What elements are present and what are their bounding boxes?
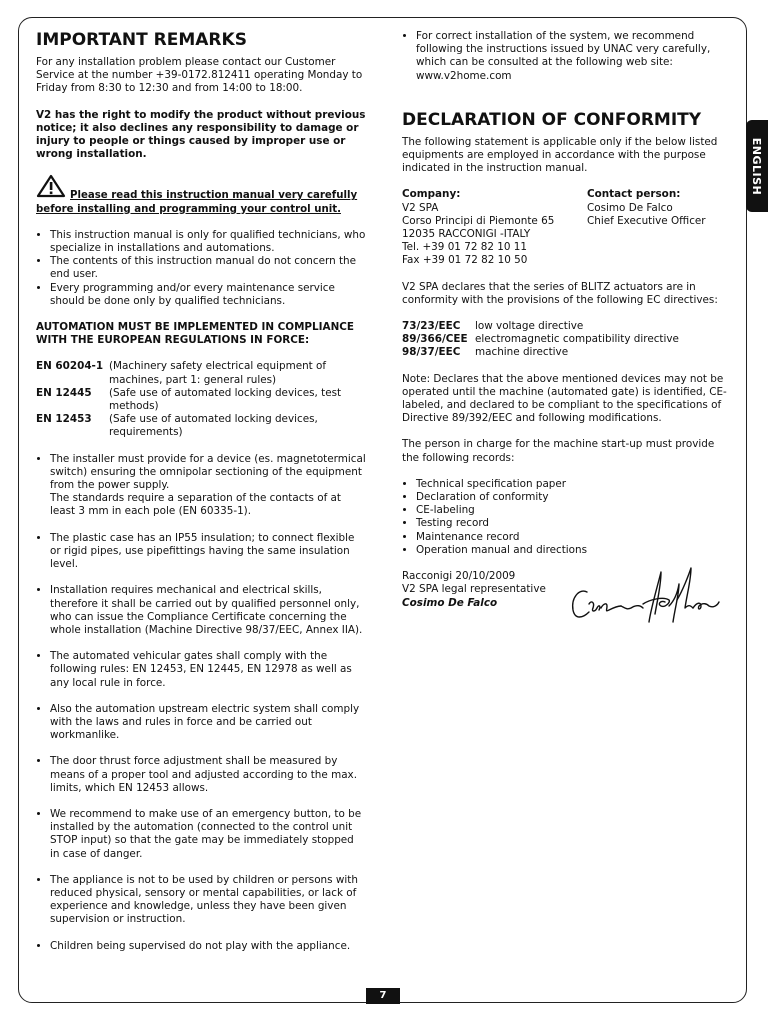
declaration-title: DECLARATION OF CONFORMITY xyxy=(402,109,702,130)
signer-name: Cosimo De Falco xyxy=(402,596,498,609)
standard-desc: (Safe use of automated locking devices, test methods) xyxy=(109,386,342,413)
representative-label: V2 SPA legal representative xyxy=(402,583,546,596)
directive-row xyxy=(402,333,732,346)
list-item: • This instruction manual is only for qualified technicians, who specialize in installations and automations. xyxy=(50,229,366,255)
standard-desc: (Safe use of automated locking devices, requirements) xyxy=(109,413,318,439)
list-item: • Installation requires mechanical and electrical skills, therefore it shall be carried out by qualified personnel only, who can issue the Compliance Certificate concerning the whole installation (Machine Directive 98/37/EEC, Annex IIA). xyxy=(50,584,366,637)
standard-code: EN 60204-1 xyxy=(36,360,104,373)
directives-list xyxy=(402,320,732,360)
directive-code: 89/366/CEE xyxy=(402,333,468,346)
note-text: Note: Declares that the above mentioned devices may not be operated until the machine (automated gate) is identified, CE-labeled, and declared to be compliant to the specifications of Directive 89/392/EEC and following modifications. xyxy=(402,372,727,425)
list-item: • Technical specification paper xyxy=(416,478,732,491)
warning-notice xyxy=(36,174,366,215)
contact-label: Contact person: xyxy=(587,188,681,201)
directive-code: 73/23/EEC xyxy=(402,320,461,333)
standard-row xyxy=(36,387,366,413)
company-line: Tel. +39 01 72 82 10 11 xyxy=(402,241,528,254)
language-tab-label: ENGLISH xyxy=(750,137,764,195)
list-item: • The plastic case has an IP55 insulation; to connect flexible or rigid pipes, use pipefittings having the same insulation level. xyxy=(50,532,366,572)
person-in-charge-text: The person in charge for the machine start-up must provide the following records: xyxy=(402,438,715,464)
directive-desc: electromagnetic compatibility directive xyxy=(475,333,679,346)
standards-list xyxy=(36,360,366,439)
warning-line-1: Please read this instruction manual very carefully xyxy=(70,190,358,202)
list-item: • The automated vehicular gates shall comply with the following rules: EN 12453, EN 12445, EN 12978 as well as any local rule in force. xyxy=(50,650,366,690)
company-line: V2 SPA xyxy=(402,201,439,214)
company-line: 12035 RACCONIGI -ITALY xyxy=(402,228,531,241)
warning-line-2: before installing and programming your control unit. xyxy=(36,203,341,215)
company-block xyxy=(402,188,587,267)
records-list xyxy=(402,478,732,557)
installation-rules-list xyxy=(36,453,366,953)
list-item: • We recommend to make use of an emergency button, to be installed by the automation (connected to the control unit STOP input) so that the gate may be immediately stopped in case of danger. xyxy=(50,808,366,861)
standard-row xyxy=(36,413,366,439)
company-line: Fax +39 01 72 82 10 50 xyxy=(402,254,528,267)
unac-list xyxy=(402,30,732,83)
list-item: • Children being supervised do not play with the appliance. xyxy=(50,940,366,953)
list-item: • Maintenance record xyxy=(416,531,732,544)
directive-code: 98/37/EEC xyxy=(402,346,461,359)
right-column xyxy=(402,30,732,610)
left-column xyxy=(36,30,366,966)
list-item: • The door thrust force adjustment shall be measured by means of a proper tool and adjusted according to the max. limits, which EN 12453 allows. xyxy=(50,755,366,795)
list-item: • Also the automation upstream electric system shall comply with the laws and rules in force and be carried out workmanlike. xyxy=(50,703,366,743)
company-label: Company: xyxy=(402,188,461,201)
standard-row xyxy=(36,360,366,386)
contact-line: Cosimo De Falco xyxy=(587,201,673,214)
list-item: • For correct installation of the system, we recommend following the instructions issued by UNAC very carefully, which can be consulted at the following web site: www.v2home.com xyxy=(416,30,732,83)
declares-text: V2 SPA declares that the series of BLITZ actuators are in conformity with the provisions of the following EC directives: xyxy=(402,280,718,306)
standard-code: EN 12445 xyxy=(36,386,92,399)
list-item: • The installer must provide for a device (es. magnetotermical switch) ensuring the omnipolar sectioning of the equipment from the power supply. The standards require a separation of the contacts of at least 3 mm in each pole (EN 60335-1). xyxy=(50,453,366,519)
company-line: Corso Principi di Piemonte 65 xyxy=(402,214,555,227)
signature-image xyxy=(565,562,735,638)
customer-service-text: For any installation problem please contact our Customer Service at the number +39-0172.812411 operating Monday to Friday from 8:30 to 12:30 and from 14:00 to 18:00. xyxy=(36,56,363,95)
place-date: Racconigi 20/10/2009 xyxy=(402,570,516,583)
contact-line: Chief Executive Officer xyxy=(587,214,706,227)
statement-text: The following statement is applicable only if the below listed equipments are employed in accordance with the purpose indicated in the instruction manual. xyxy=(402,135,718,175)
list-item: • Declaration of conformity xyxy=(416,491,732,504)
list-item: • Every programming and/or every maintenance service should be done only by qualified technicians. xyxy=(50,282,366,308)
qualification-list xyxy=(36,229,366,308)
warning-triangle-icon xyxy=(36,174,66,202)
list-item: • Testing record xyxy=(416,517,732,530)
compliance-heading: AUTOMATION MUST BE IMPLEMENTED IN COMPLIANCE WITH THE EUROPEAN REGULATIONS IN FORCE: xyxy=(36,321,354,347)
important-remarks-title: IMPORTANT REMARKS xyxy=(36,30,247,50)
directive-row xyxy=(402,320,732,333)
directive-desc: machine directive xyxy=(475,346,569,359)
list-item: • Operation manual and directions xyxy=(416,544,732,557)
directive-desc: low voltage directive xyxy=(475,320,584,333)
rights-notice: V2 has the right to modify the product without previous notice; it also declines any responsibility to damage or injury to people or things caused by improper use or wrong installation. xyxy=(36,108,366,161)
directive-row xyxy=(402,346,732,359)
contact-block xyxy=(587,188,706,267)
list-item: • CE-labeling xyxy=(416,504,732,517)
language-tab xyxy=(746,120,768,212)
list-item: • The appliance is not to be used by children or persons with reduced physical, sensory or mental capabilities, or lack of experience and knowledge, unless they have been given supervision or instruction. xyxy=(50,874,366,927)
page-number: 7 xyxy=(366,988,400,1004)
standard-desc: (Machinery safety electrical equipment of machines, part 1: general rules) xyxy=(109,360,327,386)
list-item: • The contents of this instruction manual do not concern the end user. xyxy=(50,255,366,281)
standard-code: EN 12453 xyxy=(36,413,92,426)
company-contact-block xyxy=(402,188,732,267)
